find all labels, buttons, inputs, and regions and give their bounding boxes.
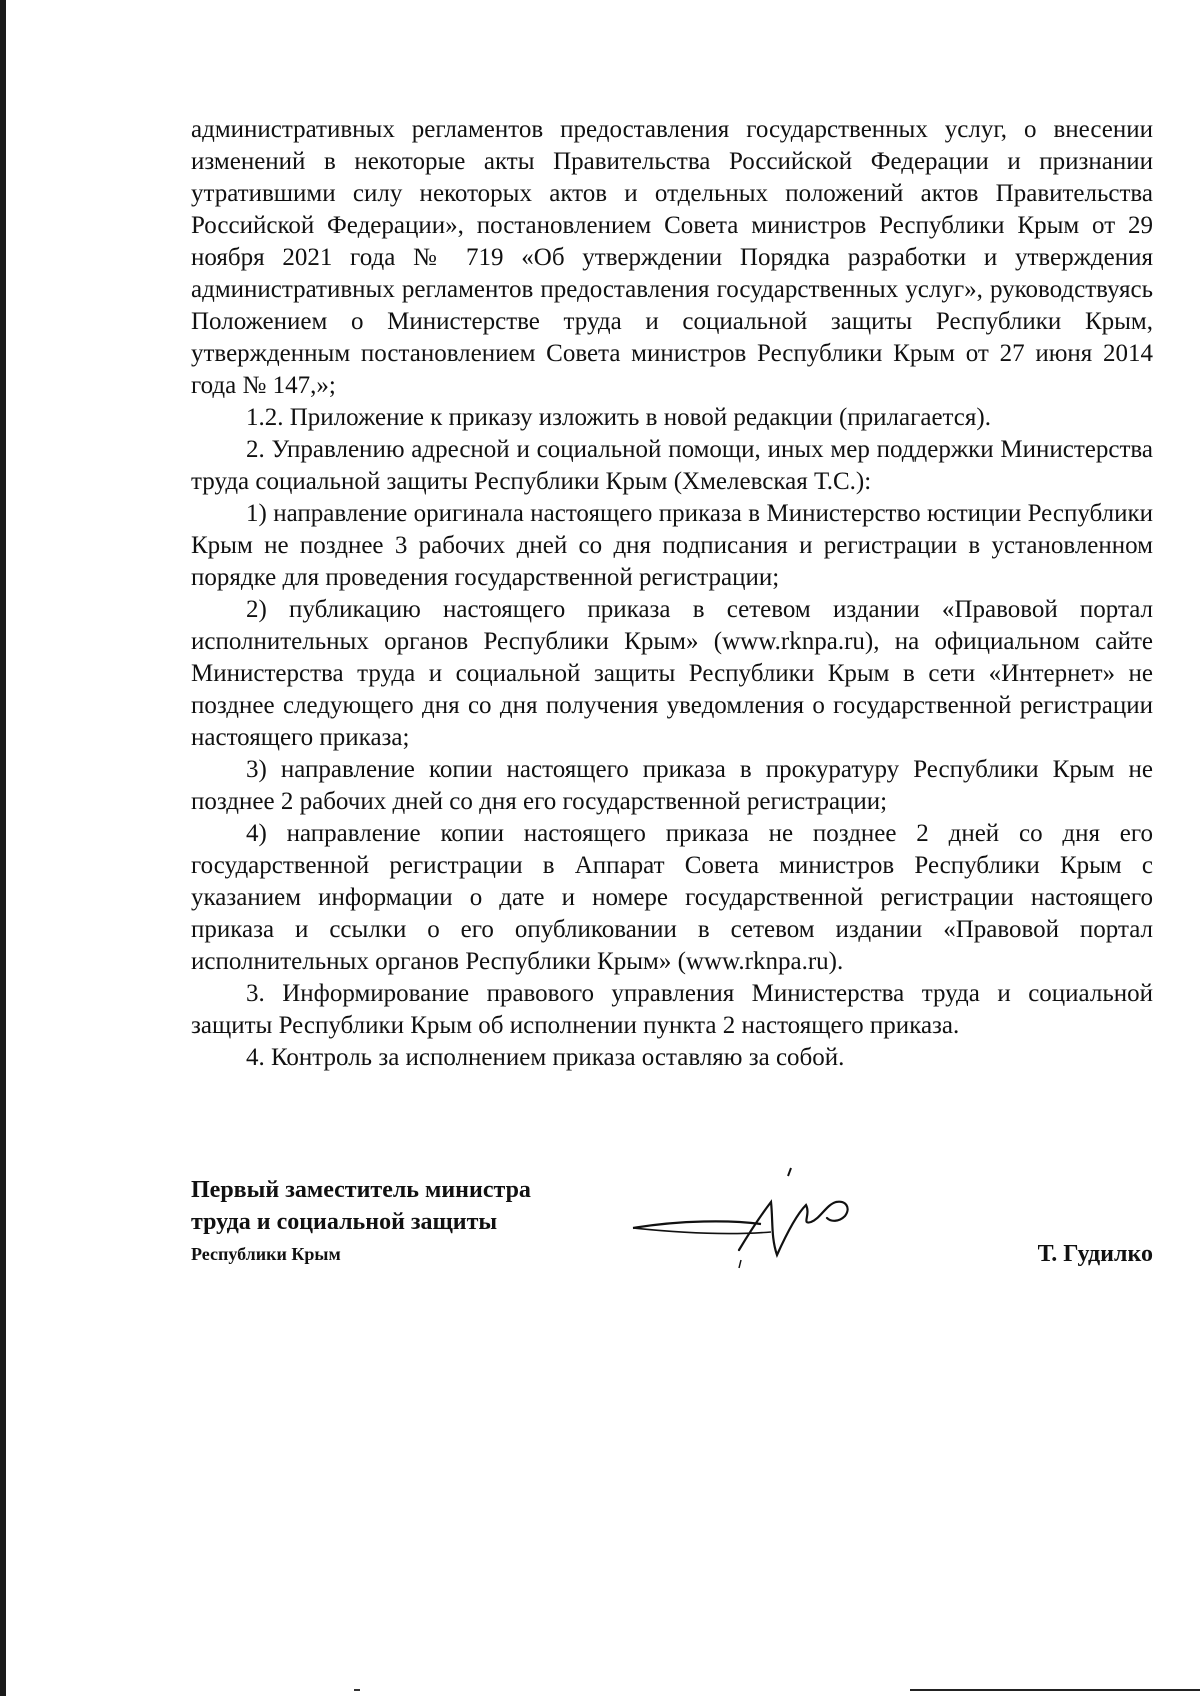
paragraph-2-item-4: 4) направление копии настоящего приказа не позднее 2 дней со дня его государственной регистрации в Аппарат Совета министров Республики Крым с указанием информации о дате и номере государственной регистрации настоящего приказа и ссылки о его опубликовании в сетевом издании «Правовой портал исполнительных органов Республики Крым» (www.rknpa.ru). (191, 820, 1153, 975)
signer-title (191, 1174, 531, 1270)
paragraph-2-item-2: 2) публикацию настоящего приказа в сетевом издании «Правовой портал исполнительных органов Республики Крым» (www.rknpa.ru), на официальном сайте Министерства труда и социальной защиты Республики Крым в сети «Интернет» не позднее следующего дня со дня получения уведомления о государственной регистрации настоящего приказа; (191, 596, 1153, 751)
signer-title-line-1: Первый заместитель министра (191, 1177, 531, 1203)
scan-left-edge (0, 0, 6, 1696)
paragraph-2-item-1: 1) направление оригинала настоящего приказа в Министерство юстиции Республики Крым не позднее 3 рабочих дней со дня подписания и регистрации в установленном порядке для проведения государственной регистрации; (191, 500, 1153, 591)
paragraph-2-item-3: 3) направление копии настоящего приказа в прокуратуру Республики Крым не позднее 2 рабочих дней со дня его государственной регистрации; (191, 756, 1153, 815)
signer-title-line-2: труда и социальной защиты (191, 1209, 498, 1235)
signer-title-line-3: Республики Крым (191, 1244, 341, 1264)
paragraph-3: 3. Информирование правового управления Министерства труда и социальной защиты Республики Крым об исполнении пункта 2 настоящего приказа. (191, 980, 1153, 1039)
document-body (191, 114, 1153, 1074)
paragraph-1-2: 1.2. Приложение к приказу изложить в новой редакции (прилагается). (246, 404, 991, 431)
handwritten-signature (621, 1160, 861, 1280)
signer-name: Т. Гудилко (1037, 1241, 1153, 1267)
scan-speck (354, 1689, 360, 1691)
footer-rule (910, 1689, 1200, 1691)
paragraph-4: 4. Контроль за исполнением приказа оставляю за собой. (246, 1044, 845, 1071)
paragraph-preamble-continuation: административных регламентов предоставления государственных услуг, о внесении изменений в некоторые акты Правительства Российской Федерации и признании утратившими силу некоторых актов и отдельных положений актов Правительства Российской Федерации», постановлением Совета министров Республики Крым от 29 ноября 2021 года № 719 «Об утверждении Порядка разработки и утверждения административных регламентов предоставления государственных услуг», руководствуясь Положением о Министерстве труда и социальной защиты Республики Крым, утвержденным постановлением Совета министров Республики Крым от 27 июня 2014 года № 147,»; (191, 116, 1153, 399)
signature-block (191, 1174, 1153, 1284)
paragraph-2: 2. Управлению адресной и социальной помощи, иных мер поддержки Министерства труда социальной защиты Республики Крым (Хмелевская Т.С.): (191, 436, 1153, 495)
